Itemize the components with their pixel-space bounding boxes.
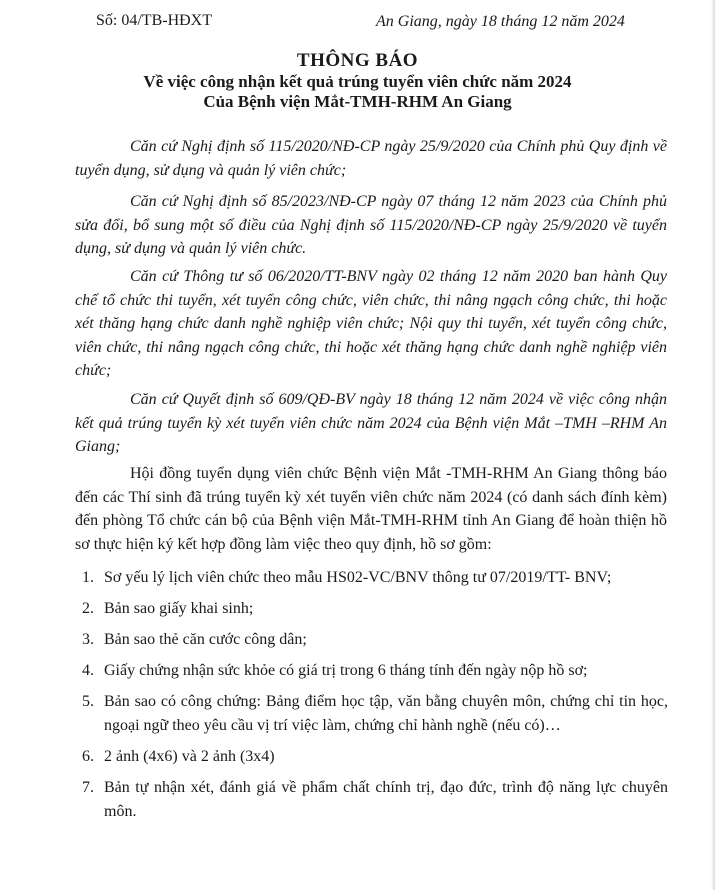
list-item-number: 3. — [82, 631, 94, 648]
announcement-paragraph: Hội đồng tuyển dụng viên chức Bệnh viện Mắt -TMH-RHM An Giang thông báo đến các Thí sinh đã trúng tuyển kỳ xét tuyển viên chức năm 2024 (có danh sách đính kèm) đến phòng Tổ chức cán bộ của Bệnh viện Mắt-TMH-RHM tỉnh An Giang để hoàn thiện hồ sơ thực hiện ký kết hợp đồng làm việc theo quy định, hồ sơ gồm: — [75, 465, 667, 553]
list-item-text: Giấy chứng nhận sức khỏe có giá trị trong 6 tháng tính đến ngày nộp hồ sơ; — [104, 662, 588, 679]
list-item-text: Bản sao có công chứng: Bảng điểm học tập, văn bằng chuyên môn, chứng chỉ tin học, ngoại ngữ theo yêu cầu vị trí việc làm, chứng chỉ hành nghề (nếu có)… — [104, 693, 668, 734]
document-subtitle-line1: Về việc công nhận kết quả trúng tuyển viên chức năm 2024 — [143, 72, 572, 91]
list-item-number: 1. — [82, 569, 94, 586]
list-item — [82, 628, 668, 652]
list-item-text: Sơ yếu lý lịch viên chức theo mẫu HS02-VC/BNV thông tư 07/2019/TT- BNV; — [104, 569, 612, 586]
document-title: THÔNG BÁO — [296, 50, 419, 71]
legal-basis-paragraph: Căn cứ Quyết định số 609/QĐ-BV ngày 18 tháng 12 năm 2024 về việc công nhận kết quả trúng tuyển kỳ xét tuyển viên chức năm 2024 của Bệnh viện Mắt –TMH –RHM An Giang; — [75, 391, 667, 455]
document-subtitle-line2: Của Bệnh viện Mắt-TMH-RHM An Giang — [203, 92, 512, 111]
list-item — [82, 659, 668, 683]
document-date: An Giang, ngày 18 tháng 12 năm 2024 — [376, 13, 625, 30]
list-item-number: 7. — [82, 779, 94, 796]
list-item-text: 2 ảnh (4x6) và 2 ảnh (3x4) — [104, 748, 275, 765]
list-item-number: 4. — [82, 662, 94, 679]
list-item — [82, 745, 668, 769]
list-item — [82, 776, 668, 823]
list-item-text: Bản sao giấy khai sinh; — [104, 600, 254, 617]
list-item-number: 5. — [82, 693, 94, 710]
legal-basis-paragraph: Căn cứ Thông tư số 06/2020/TT-BNV ngày 02 tháng 12 năm 2020 ban hành Quy chế tổ chức thi tuyển, xét tuyển công chức, viên chức, thi nâng ngạch công chức, thi hoặc xét thăng hạng chức danh nghề nghiệp viên chức; Nội quy thi tuyển, xét tuyển công chức, viên chức, thi nâng ngạch công chức, thi hoặc xét thăng hạng chức danh nghề nghiệp viên chức; — [75, 268, 667, 379]
page-edge-shadow — [711, 0, 715, 890]
list-item-text: Bản sao thẻ căn cước công dân; — [104, 631, 307, 648]
list-item-number: 2. — [82, 600, 94, 617]
list-item — [82, 690, 668, 737]
list-item-text: Bản tự nhận xét, đánh giá về phẩm chất chính trị, đạo đức, trình độ năng lực chuyên môn. — [104, 779, 668, 820]
legal-basis-paragraph: Căn cứ Nghị định số 85/2023/NĐ-CP ngày 07 tháng 12 năm 2023 của Chính phủ sửa đổi, bổ sung một số điều của Nghị định số 115/2020/NĐ-CP ngày 25/9/2020 về tuyển dụng, sử dụng và quản lý viên chức. — [75, 193, 667, 257]
list-item — [82, 566, 668, 590]
list-item-number: 6. — [82, 748, 94, 765]
list-item — [82, 597, 668, 621]
document-number: Số: 04/TB-HĐXT — [96, 12, 212, 29]
legal-basis-paragraph: Căn cứ Nghị định số 115/2020/NĐ-CP ngày 25/9/2020 của Chính phủ Quy định về tuyển dụng, sử dụng và quản lý viên chức; — [75, 138, 667, 179]
